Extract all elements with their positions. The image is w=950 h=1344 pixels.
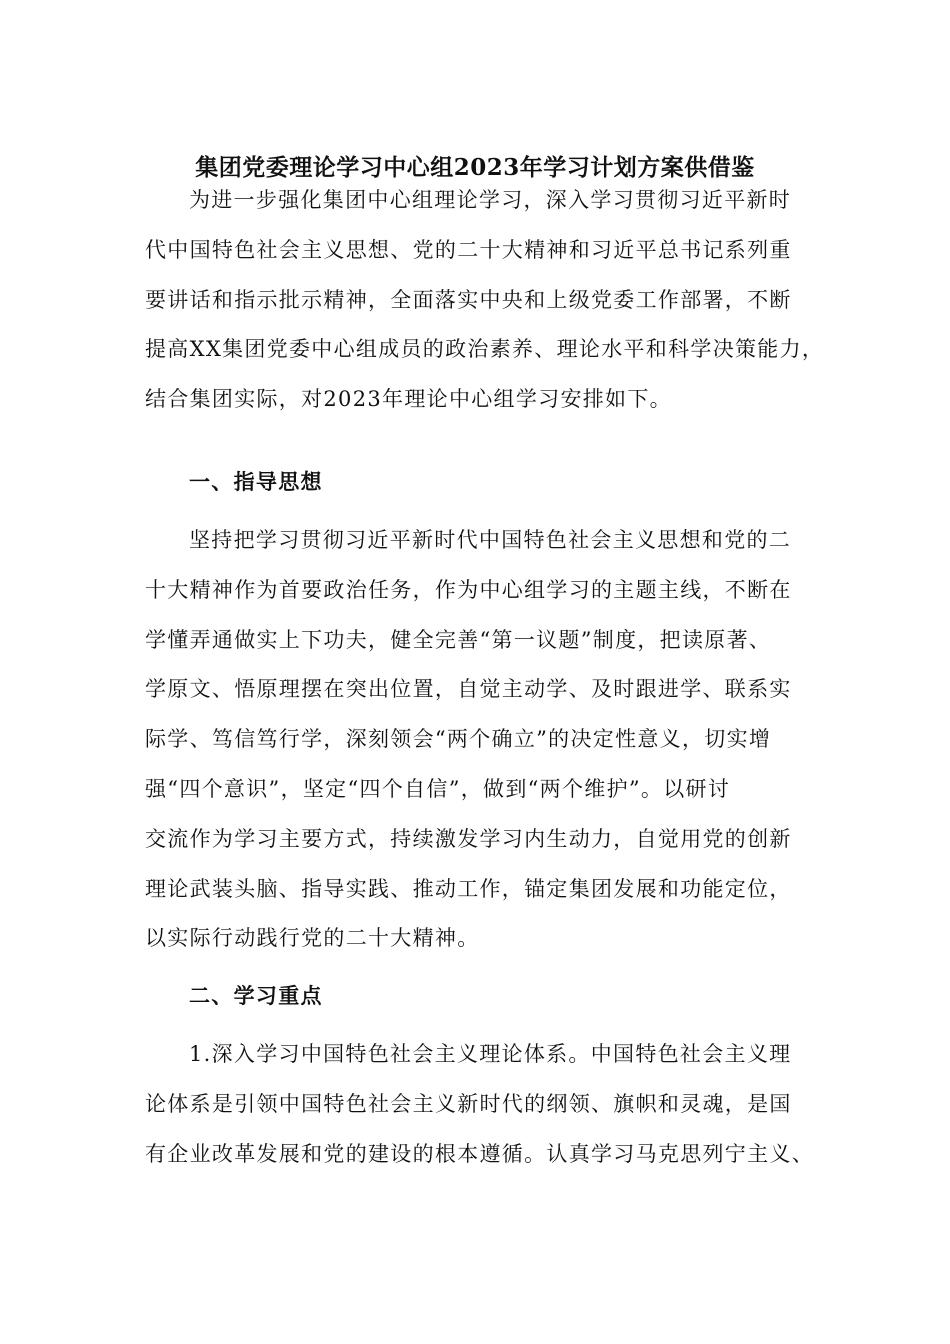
paragraph-line: 1.深入学习中国特色社会主义理论体系。中国特色社会主义理 — [189, 1042, 792, 1066]
paragraph-line: 际学、笃信笃行学，深刻领会“两个确立”的决定性意义，切实增 — [145, 727, 772, 752]
guiding-ideology-paragraph — [145, 516, 813, 964]
paragraph-line: 以实际行动践行党的二十大精神。 — [145, 926, 480, 951]
paragraph-line: 学原文、悟原理摆在突出位置，自觉主动学、及时跟进学、联系实 — [145, 677, 792, 702]
paragraph-line: 有企业改革发展和党的建设的根本遵循。认真学习马克思列宁主义、 — [145, 1141, 814, 1166]
section-heading-study-focus: 二、学习重点 — [189, 983, 323, 1008]
paragraph-line: 理论武装头脑、指导实践、推动工作，锚定集团发展和功能定位， — [145, 876, 792, 901]
intro-line: 提高XX集团党委中心组成员的政治素养、理论水平和科学决策能力， — [145, 337, 825, 362]
intro-line: 要讲话和指示批示精神，全面落实中央和上级党委工作部署，不断 — [145, 287, 792, 312]
intro-paragraph — [145, 176, 825, 425]
paragraph-line: 学懂弄通做实上下功夫，健全完善“第一议题”制度，把读原著、 — [145, 627, 772, 652]
paragraph-line: 坚持把学习贯彻习近平新时代中国特色社会主义思想和党的二 — [189, 528, 792, 552]
intro-line: 代中国特色社会主义思想、党的二十大精神和习近平总书记系列重 — [145, 237, 792, 262]
paragraph-line: 十大精神作为首要政治任务，作为中心组学习的主题主线，不断在 — [145, 577, 792, 602]
study-focus-paragraph — [145, 1030, 813, 1179]
intro-line: 结合集团实际，对2023年理论中心组学习安排如下。 — [145, 387, 672, 412]
paragraph-line: 交流作为学习主要方式，持续激发学习内生动力，自觉用党的创新 — [145, 826, 792, 851]
paragraph-line: 论体系是引领中国特色社会主义新时代的纲领、旗帜和灵魂，是国 — [145, 1091, 792, 1116]
intro-line: 为进一步强化集团中心组理论学习，深入学习贯彻习近平新时 — [189, 188, 792, 212]
paragraph-line: 强“四个意识”，坚定“四个自信”，做到“两个维护”。以研讨 — [145, 776, 731, 801]
document-title: 集团党委理论学习中心组2023年学习计划方案供借鉴 — [195, 154, 755, 181]
section-heading-guiding-ideology: 一、指导思想 — [189, 469, 323, 494]
